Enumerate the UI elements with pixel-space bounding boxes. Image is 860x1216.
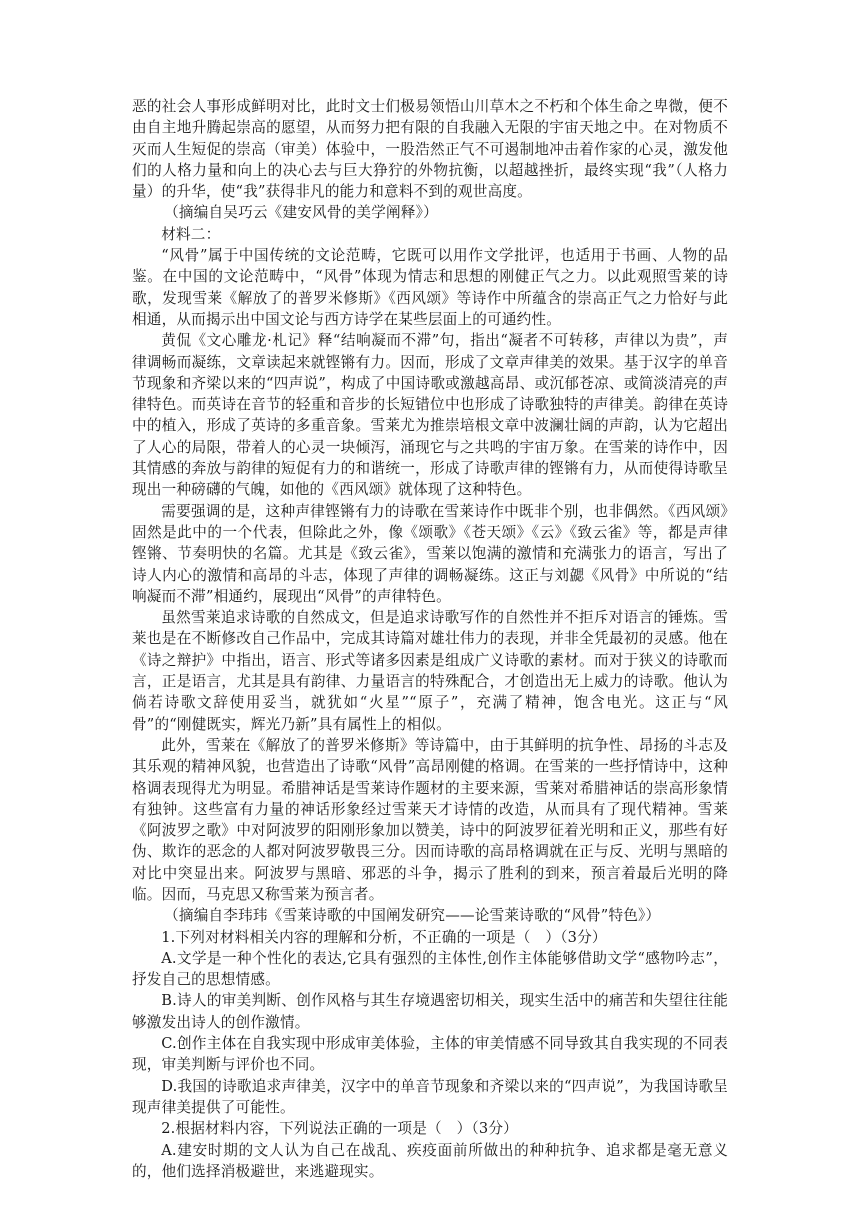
question-2: 2.根据材料内容，下列说法正确的一项是（ ）（3分） xyxy=(161,1120,518,1138)
question-1-option-c: C.创作主体在自我实现中形成审美体验，主体的审美情感不同导致其自我实现的不同表现，审美判断与评价也不同。 xyxy=(132,1035,728,1074)
paragraph-continued: 恶的社会人事形成鲜明对比，此时文士们极易领悟山川草木之不朽和个体生命之卑微，便不由自主地升腾起崇高的愿望，从而努力把有限的自我融入无限的宇宙天地之中。在对物质不灭而人生短促的崇高（审美）体验中，一股浩然正气不可遏制地冲击着作家的心灵，激发他们的人格力量和向上的决心去与巨大狰狞的外物抗衡，以超越挫折，最终实现“我”（人格力量）的升华，使“我”获得非凡的能力和意料不到的观世高度。 xyxy=(132,98,728,201)
section-label-material-2: 材料二： xyxy=(161,225,221,243)
paragraph: 需要强调的是，这种声律铿锵有力的诗歌在雪莱诗作中既非个别，也非偶然。《西风颂》固然是此中的一个代表，但除此之外，像《颂歌》《苍天颂》《云》《致云雀》等，都是声律铿锵、节奏明快的名篇。尤其是《致云雀》，雪莱以饱满的激情和充满张力的语言，写出了诗人内心的激情和高昂的斗志，体现了声律的调畅凝练。这正与刘勰《风骨》中所说的“结响凝而不滞”相通约，展现出“风骨”的声律特色。 xyxy=(132,502,728,605)
paragraph: 此外，雪莱在《解放了的普罗米修斯》等诗篇中，由于其鲜明的抗争性、昂扬的斗志及其乐观的精神风貌，也营造出了诗歌“风骨”高昂刚健的格调。在雪莱的一些抒情诗中，这种格调表现得尤为明显。希腊神话是雪莱诗作题材的主要来源，雪莱对希腊神话的崇高形象情有独钟。这些富有力量的神话形象经过雪莱天才诗情的改造，从而具有了现代精神。雪莱《阿波罗之歌》中对阿波罗的阳刚形象加以赞美，诗中的阿波罗征着光明和正义，那些有好伪、欺诈的恶念的人都对阿波罗敬畏三分。因而诗歌的高昂格调就在正与反、光明与黑暗的对比中突显出来。阿波罗与黑暗、邪恶的斗争，揭示了胜利的到来，预言着最后光明的降临。因而，马克思又称雪莱为预言者。 xyxy=(132,736,728,903)
question-1-option-a: A.文学是一种个性化的表达,它具有强烈的主体性,创作主体能够借助文学“感物吟志”，抒发自己的思想情感。 xyxy=(132,949,728,989)
document-body xyxy=(132,96,728,1182)
question-1-option-b: B.诗人的审美判断、创作风格与其生存境遇密切相关，现实生活中的痛苦和失望往往能够激发出诗人的创作激情。 xyxy=(132,992,728,1031)
source-citation: （摘编自吴巧云《建安风骨的美学阐释》） xyxy=(164,204,438,222)
paragraph: “风骨”属于中国传统的文论范畴，它既可以用作文学批评，也适用于书画、人物的品鉴。在中国的文论范畴中，“风骨”体现为情志和思想的刚健正气之力。以此观照雪莱的诗歌，发现雪莱《解放了的普罗米修斯》《西风颂》等诗作中所蕴含的崇高正气之力恰好与此相通，从而揭示出中国文论与西方诗学在某些层面上的可通约性。 xyxy=(132,247,728,328)
paragraph: 虽然雪莱追求诗歌的自然成文，但是追求诗歌写作的自然性并不拒斥对语言的锤炼。雪莱也是在不断修改自己作品中，完成其诗篇对雄壮伟力的表现，并非全凭最初的灵感。他在《诗之辩护》中指出，语言、形式等诸多因素是组成广义诗歌的素材。而对于狭义的诗歌而言，正是语言，尤其是具有韵律、力量语言的特殊配合，才创造出无上威力的诗歌。他认为倘若诗歌文辞使用妥当，就犹如“火星”“原子”，充满了精神，饱含电光。这正与“风骨”的“刚健既实，辉光乃新”具有属性上的相似。 xyxy=(132,609,728,733)
question-1-option-d: D.我国的诗歌追求声律美，汉字中的单音节现象和齐梁以来的“四声说”，为我国诗歌呈现声律美提供了可能性。 xyxy=(132,1077,728,1116)
question-2-option-a: A.建安时期的文人认为自己在战乱、疾疫面前所做出的种种抗争、追求都是毫无意义的，他们选择消极避世，来逃避现实。 xyxy=(132,1141,728,1180)
paragraph: 黄侃《文心雕龙·札记》释“结响凝而不滞”句，指出“凝者不可转移，声律以为贵”，声律调畅而凝练，文章读起来就铿锵有力。因而，形成了文章声律美的效果。基于汉字的单音节现象和齐梁以来的“四声说”，构成了中国诗歌或激越高昂、或沉郁苍凉、或简淡清亮的声律特色。而英诗在音节的轻重和音步的长短错位中也形成了诗歌独特的声律美。韵律在英诗中的植入，形成了英诗的多重音象。雪莱尤为推崇培根文章中波澜壮阔的声韵，认为它超出了人心的局限，带着人的心灵一块倾泻，涌现它与之共鸣的宇宙万象。在雪莱的诗作中，因其情感的奔放与韵律的短促有力的和谐统一，形成了诗歌声律的铿锵有力，从而使得诗歌呈现出一种磅礴的气魄，如他的《西风颂》就体现了这种特色。 xyxy=(132,332,728,499)
question-1: 1.下列对材料相关内容的理解和分析，不正确的一项是（ ）（3分） xyxy=(161,928,607,946)
source-citation: （摘编自李玮玮《雪莱诗歌的中国阐发研究——论雪莱诗歌的“风骨”特色》） xyxy=(164,907,661,925)
